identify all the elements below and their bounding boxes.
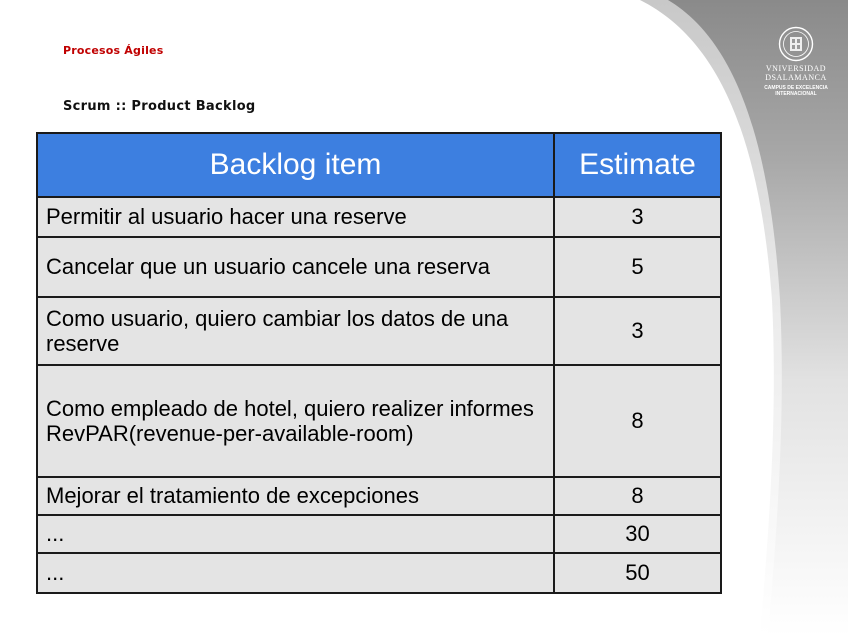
backlog-item-cell: Permitir al usuario hacer una reserve [37, 197, 554, 237]
table-row [37, 365, 721, 477]
backlog-item-cell: ... [37, 515, 554, 553]
table-header-row [37, 133, 721, 197]
header-estimate: Estimate [554, 133, 721, 197]
estimate-cell: 8 [554, 477, 721, 515]
logo-tag-line1: CAMPUS DE EXCELENCIA [764, 85, 828, 91]
table-row [37, 197, 721, 237]
logo-tag-line2: INTERNACIONAL [775, 91, 817, 97]
backlog-item-cell: Como empleado de hotel, quiero realizer informes RevPAR(revenue-per-available-room) [37, 365, 554, 477]
logo-name-line2: DSALAMANCA [765, 73, 827, 82]
backlog-item-cell: Como usuario, quiero cambiar los datos de una reserve [37, 297, 554, 365]
university-logo [762, 26, 830, 97]
table-row [37, 297, 721, 365]
estimate-cell: 3 [554, 197, 721, 237]
estimate-cell: 5 [554, 237, 721, 297]
backlog-item-cell: ... [37, 553, 554, 593]
table-row [37, 477, 721, 515]
estimate-cell: 3 [554, 297, 721, 365]
header-backlog-item: Backlog item [37, 133, 554, 197]
backlog-item-cell: Cancelar que un usuario cancele una reserva [37, 237, 554, 297]
backlog-table [36, 132, 722, 594]
table-row [37, 515, 721, 553]
estimate-cell: 50 [554, 553, 721, 593]
estimate-cell: 8 [554, 365, 721, 477]
estimate-cell: 30 [554, 515, 721, 553]
section-title: Procesos Ágiles [63, 44, 164, 57]
logo-name-line1: VNIVERSIDAD [765, 64, 827, 73]
backlog-item-cell: Mejorar el tratamiento de excepciones [37, 477, 554, 515]
slide-subtitle: Scrum :: Product Backlog [63, 99, 256, 114]
table-row [37, 237, 721, 297]
university-seal-icon [778, 26, 814, 62]
table-row [37, 553, 721, 593]
